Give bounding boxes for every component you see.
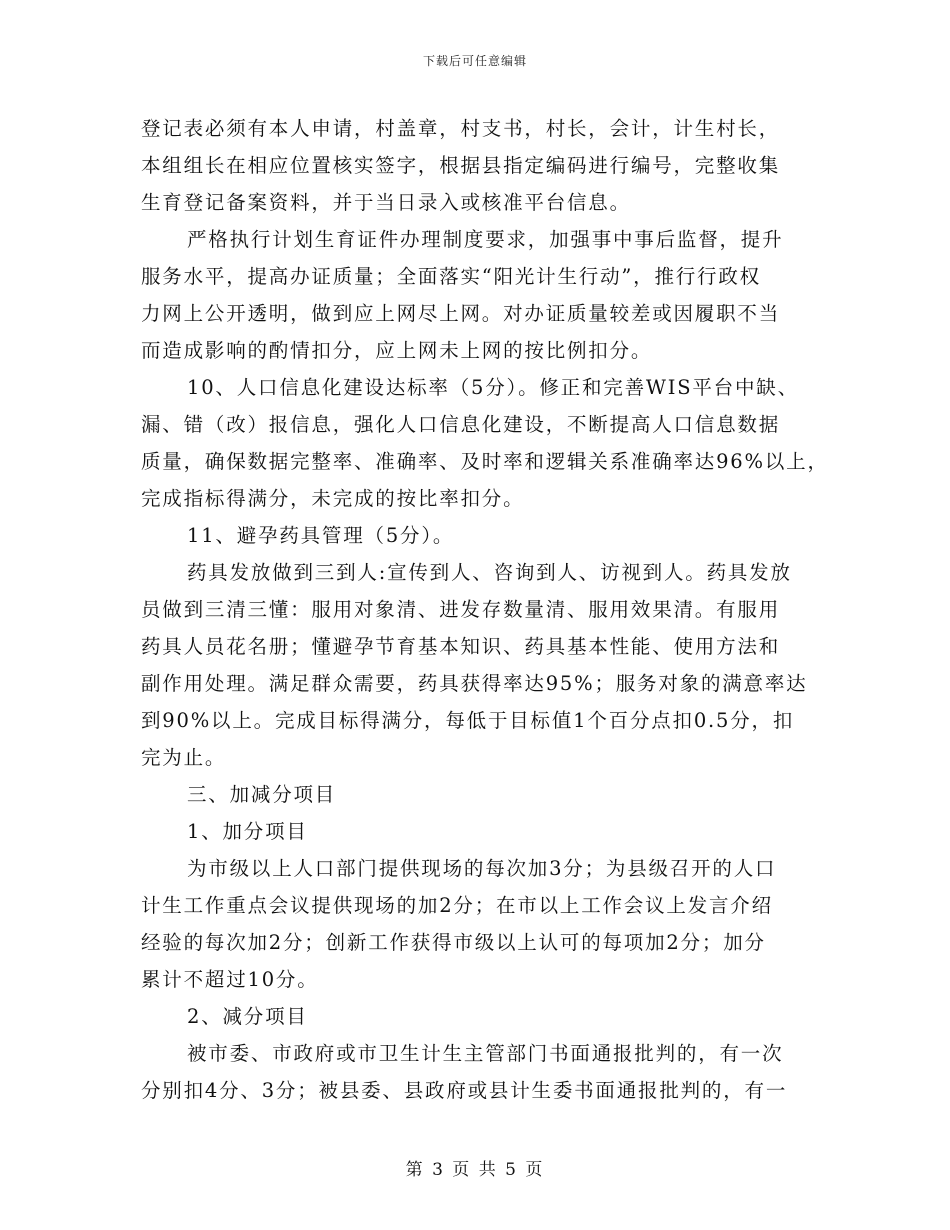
document-body <box>141 110 829 1109</box>
text-line: 经验的每次加2分；创新工作获得市级以上认可的每项加2分；加分 <box>141 931 766 954</box>
text-line: 到90%以上。完成目标得满分，每低于目标值1个百分点扣0.5分，扣 <box>141 709 795 732</box>
text-line: 完成指标得满分，未完成的按比率扣分。 <box>141 487 525 510</box>
text-line: 11、避孕药具管理（5分）。 <box>187 524 455 547</box>
text-line: 1、加分项目 <box>187 820 308 843</box>
text-line: 完为止。 <box>141 746 227 769</box>
text-line: 员做到三清三懂：服用对象清、进发存数量清、服用效果清。有服用 <box>141 598 781 621</box>
text-line: 漏、错（改）报信息，强化人口信息化建设，不断提高人口信息数据 <box>141 413 781 436</box>
text-line: 登记表必须有本人申请，村盖章，村支书，村长，会计，计生村长， <box>141 117 781 140</box>
text-line: 药具人员花名册；懂避孕节育基本知识、药具基本性能、使用方法和 <box>141 635 781 658</box>
text-line: 累计不超过10分。 <box>141 968 319 991</box>
text-line: 药具发放做到三到人:宣传到人、咨询到人、访视到人。药具发放 <box>187 561 792 584</box>
text-line: 三、加减分项目 <box>187 783 337 806</box>
text-line: 分别扣4分、3分；被县委、县政府或县计生委书面通报批判的，有一 <box>141 1079 788 1102</box>
text-line: 被市委、市政府或市卫生计生主管部门书面通报批判的，有一次 <box>187 1042 784 1065</box>
text-line: 严格执行计划生育证件办理制度要求，加强事中事后监督，提升 <box>187 228 784 251</box>
text-line: 2、减分项目 <box>187 1005 308 1028</box>
text-line: 副作用处理。满足群众需要，药具获得率达95%；服务对象的满意率达 <box>141 672 808 695</box>
text-line: 生育登记备案资料，并于当日录入或核准平台信息。 <box>141 191 631 214</box>
text-line: 本组组长在相应位置核实签字，根据县指定编码进行编号，完整收集 <box>141 154 781 177</box>
text-line: 服务水平，提高办证质量；全面落实“阳光计生行动”，推行行政权 <box>141 265 761 288</box>
text-line: 计生工作重点会议提供现场的加2分；在市以上工作会议上发言介绍 <box>141 894 773 917</box>
page-header: 下载后可任意编辑 <box>422 54 527 68</box>
text-line: 而造成影响的酌情扣分，应上网未上网的按比例扣分。 <box>141 339 653 362</box>
text-line: 为市级以上人口部门提供现场的每次加3分；为县级召开的人口 <box>187 857 777 880</box>
page-footer: 第 3 页 共 5 页 <box>405 1160 545 1180</box>
text-line: 力网上公开透明，做到应上网尽上网。对办证质量较差或因履职不当 <box>141 302 781 325</box>
text-line: 10、人口信息化建设达标率（5分）。修正和完善WIS平台中缺、 <box>187 376 799 399</box>
text-line: 质量，确保数据完整率、准确率、及时率和逻辑关系准确率达96%以上， <box>141 450 829 473</box>
